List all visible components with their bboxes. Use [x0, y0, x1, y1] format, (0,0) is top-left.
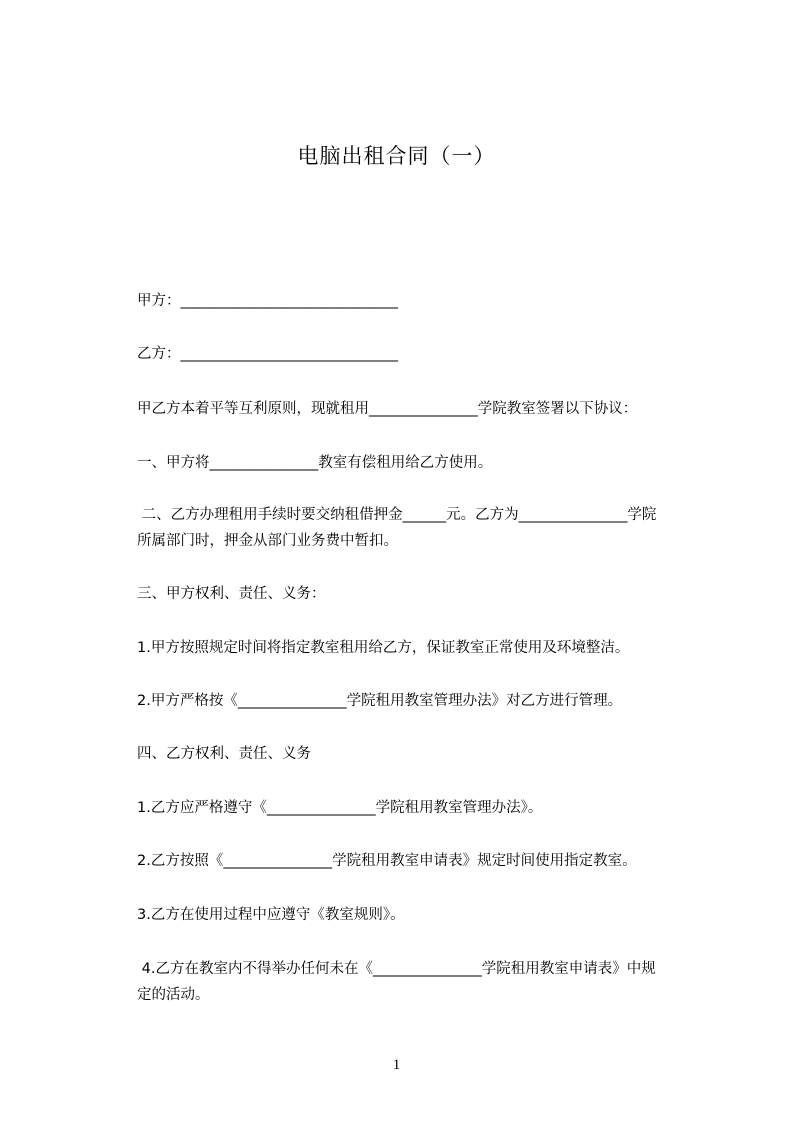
clause-1: 一、甲方将_______________教室有偿租用给乙方使用。 — [137, 455, 493, 471]
clause-3-item-1: 1.甲方按照规定时间将指定教室租用给乙方，保证教室正常使用及环境整洁。 — [137, 640, 630, 656]
clause-4-heading: 四、乙方权利、责任、义务 — [137, 746, 311, 762]
clause-4-item-1: 1.乙方应严格遵守《_______________学院租用教室管理办法》。 — [137, 800, 543, 816]
clause-4-item-2: 2.乙方按照《_______________学院租用教室申请表》规定时间使用指定教室。 — [137, 853, 637, 869]
intro-paragraph: 甲乙方本着平等互利原则，现就租用_______________学院教室签署以下协议： — [137, 401, 638, 417]
clause-4-item-3: 3.乙方在使用过程中应遵守《教室规则》。 — [137, 907, 405, 923]
party-a-line: 甲方：______________________________ — [137, 293, 398, 309]
clause-3-heading: 三、甲方权利、责任、义务： — [137, 586, 326, 602]
page-number: 1 — [392, 1057, 401, 1073]
clause-2-line-2: 所属部门时，押金从部门业务费中暂扣。 — [137, 533, 398, 549]
clause-4-item-4-line-2: 定的活动。 — [137, 987, 210, 1003]
clause-3-item-2: 2.甲方严格按《_______________学院租用教室管理办法》对乙方进行管理。 — [137, 693, 623, 709]
clause-4-item-4-line-1: 4.乙方在教室内不得举办任何未在《_______________学院租用教室申请表》中规 — [137, 961, 656, 977]
document-title: 电脑出租合同（一） — [297, 144, 496, 168]
party-b-line: 乙方：______________________________ — [137, 346, 398, 362]
clause-2-line-1: 二、乙方办理租用手续时要交纳租借押金______元。乙方为_______________学院 — [137, 507, 657, 523]
